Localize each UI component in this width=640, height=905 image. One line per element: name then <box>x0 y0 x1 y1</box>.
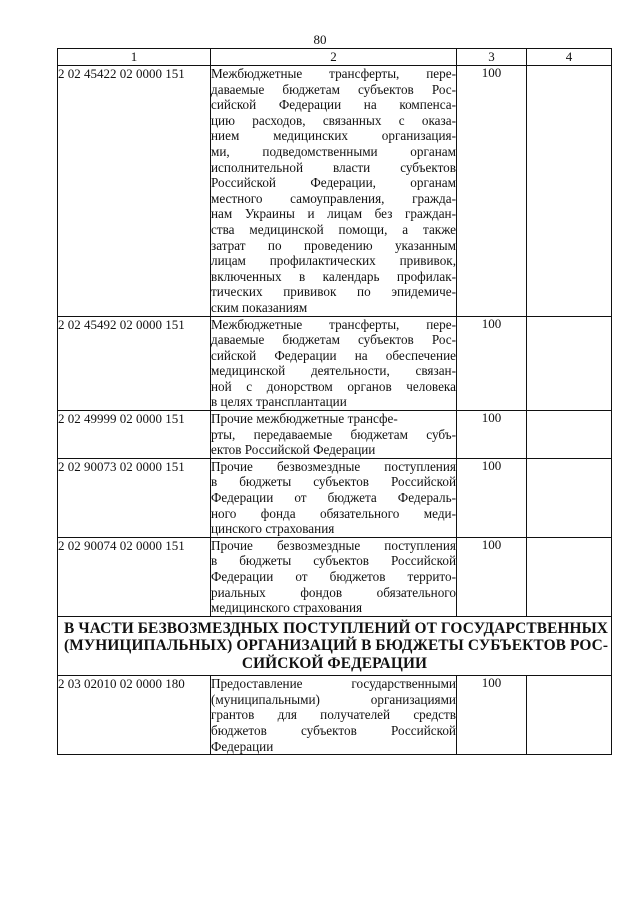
description-line: Федерации от бюджета Федераль- <box>211 490 456 506</box>
description-line: ми, подведомственными органам <box>211 143 456 159</box>
description-line: (муниципальными) организациями <box>211 691 456 707</box>
empty-cell <box>527 316 612 411</box>
column-header: 3 <box>457 49 527 66</box>
description-cell <box>211 458 457 537</box>
description-line: риальных фондов обязательного <box>211 584 456 600</box>
description-line: в бюджеты субъектов Российской <box>211 474 456 490</box>
value-text: 100 <box>481 315 502 331</box>
table-row <box>58 411 612 459</box>
description-line: Российской Федерации, органам <box>211 175 456 191</box>
description-line: включенных в календарь профилак- <box>211 268 456 284</box>
revenue-code-cell: 2 02 45492 02 0000 151 <box>58 316 211 411</box>
description-line: медицинского страхования <box>211 600 363 616</box>
table-row <box>58 316 612 411</box>
description-line: даваемые бюджетам субъектов Рос- <box>211 332 456 348</box>
description-line: нием медицинских организация- <box>211 128 456 144</box>
description-line: ства медицинской помощи, а также <box>211 221 456 237</box>
description-line: бюджетов субъектов Российской <box>211 723 456 739</box>
description-line: тических прививок по эпидемиче- <box>211 284 456 300</box>
description-line: ного фонда обязательного меди- <box>211 505 456 521</box>
description-line: Предоставление государственными <box>211 676 456 692</box>
description-cell <box>211 411 457 459</box>
section-heading-line: СИЙСКОЙ ФЕДЕРАЦИИ <box>241 654 428 672</box>
description-line: рты, передаваемые бюджетам субъ- <box>211 426 456 442</box>
section-heading-line: (МУНИЦИПАЛЬНЫХ) ОРГАНИЗАЦИЙ В БЮДЖЕТЫ СУБЪЕКТОВ РОС- <box>64 637 609 655</box>
value-cell <box>457 458 527 537</box>
empty-cell <box>527 537 612 616</box>
description-line: местного самоуправления, гражда- <box>211 190 456 206</box>
table-row <box>58 537 612 616</box>
section-heading-row <box>58 616 612 676</box>
description-line: ной с донорством органов человека <box>211 378 456 394</box>
value-cell <box>457 316 527 411</box>
value-text: 100 <box>481 675 502 691</box>
table-row <box>58 458 612 537</box>
description-line: даваемые бюджетам субъектов Рос- <box>211 81 456 97</box>
value-cell <box>457 411 527 459</box>
description-line: Прочие безвозмездные поступления <box>211 537 456 553</box>
table-row <box>58 676 612 755</box>
empty-cell <box>527 411 612 459</box>
description-line: ектов Российской Федерации <box>211 442 376 458</box>
description-line: Федерации <box>211 738 274 754</box>
value-text: 100 <box>481 65 502 80</box>
value-text: 100 <box>481 410 502 426</box>
description-cell <box>211 537 457 616</box>
description-line: лицам профилактических прививок, <box>211 253 456 269</box>
description-line: ским показаниям <box>211 299 308 315</box>
section-heading <box>58 616 612 676</box>
revenue-code-cell: 2 03 02010 02 0000 180 <box>58 676 211 755</box>
description-line: Федерации от бюджетов террито- <box>211 569 456 584</box>
value-cell <box>457 537 527 616</box>
description-cell <box>211 66 457 317</box>
description-line: в бюджеты субъектов Российской <box>211 553 456 569</box>
value-text: 100 <box>481 457 502 473</box>
empty-cell <box>527 676 612 755</box>
column-header: 1 <box>58 49 211 66</box>
value-cell <box>457 676 527 755</box>
page-number: 80 <box>313 32 327 47</box>
table-header-row <box>58 49 612 66</box>
revenue-code-cell: 2 02 45422 02 0000 151 <box>58 66 211 317</box>
description-line: сийской Федерации на компенса- <box>211 97 456 113</box>
description-line: цинского страхования <box>211 521 335 537</box>
description-line: цию расходов, связанных с оказа- <box>211 112 456 128</box>
revenue-code-cell: 2 02 90073 02 0000 151 <box>58 458 211 537</box>
description-line: Межбюджетные трансферты, пере- <box>211 66 456 81</box>
description-line: медицинской деятельности, связан- <box>211 363 456 379</box>
description-cell <box>211 676 457 755</box>
column-header: 2 <box>211 49 457 66</box>
table-row <box>58 66 612 317</box>
column-header: 4 <box>527 49 612 66</box>
description-line: Межбюджетные трансферты, пере- <box>211 316 456 332</box>
description-line: Прочие безвозмездные поступления <box>211 458 456 474</box>
value-text: 100 <box>481 536 502 552</box>
revenue-code-cell: 2 02 49999 02 0000 151 <box>58 411 211 459</box>
description-line: сийской Федерации на обеспечение <box>211 347 456 363</box>
description-line: грантов для получателей средств <box>211 707 456 723</box>
empty-cell <box>527 458 612 537</box>
description-line: нам Украины и лицам без граждан- <box>211 206 456 222</box>
revenue-code-cell: 2 02 90074 02 0000 151 <box>58 537 211 616</box>
description-line: Прочие межбюджетные трансфе- <box>211 411 398 427</box>
description-line: исполнительной власти субъектов <box>211 159 456 175</box>
empty-cell <box>527 66 612 317</box>
description-cell <box>211 316 457 411</box>
table-body <box>58 66 612 755</box>
value-cell <box>457 66 527 317</box>
revenue-codes-table <box>57 48 612 755</box>
description-line: затрат по проведению указанным <box>211 237 456 253</box>
description-line: в целях трансплантации <box>211 394 347 410</box>
section-heading-line: В ЧАСТИ БЕЗВОЗМЕЗДНЫХ ПОСТУПЛЕНИЙ ОТ ГОСУДАРСТВЕННЫХ <box>64 619 609 637</box>
